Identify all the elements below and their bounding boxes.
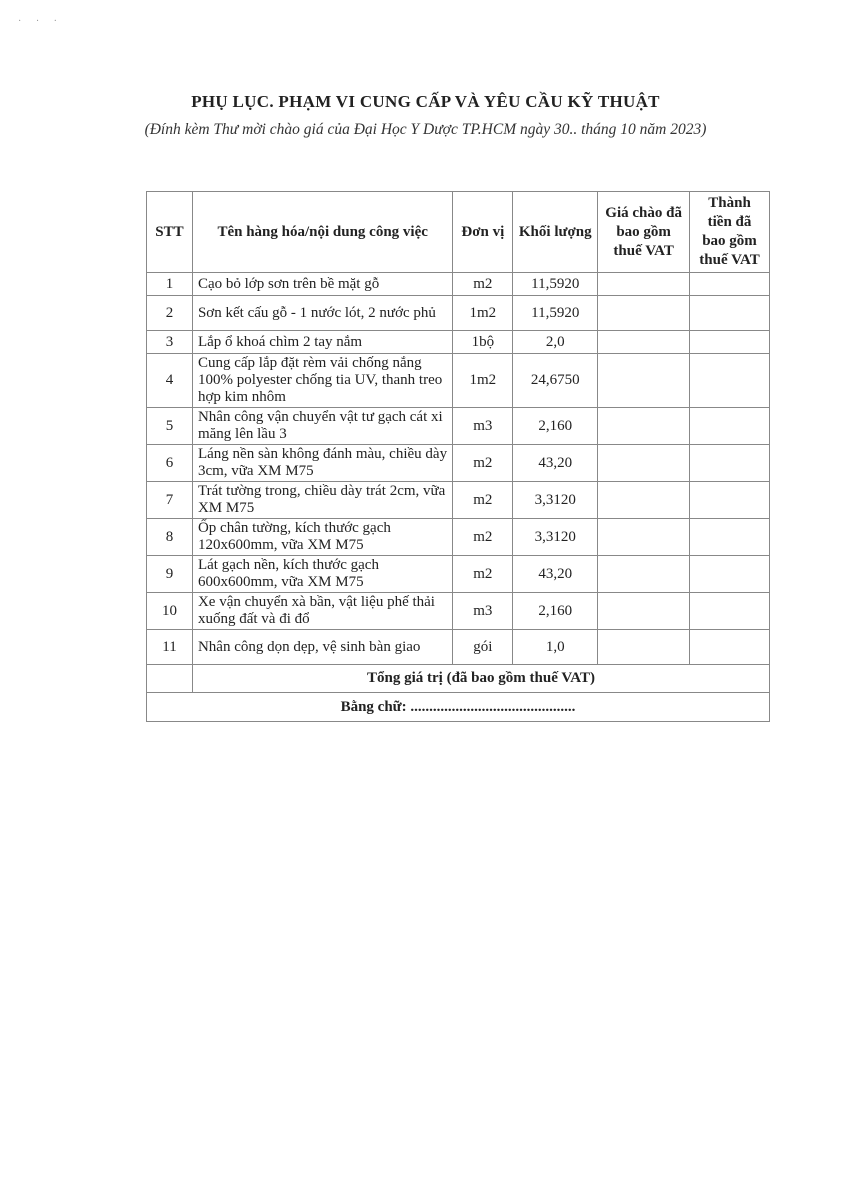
table-row (147, 482, 770, 519)
row-name: Lát gạch nền, kích thước gạch 600x600mm, vữa XM M75 (192, 556, 452, 593)
row-price (598, 354, 690, 408)
row-qty: 43,20 (513, 556, 598, 593)
scan-specks: · · · (18, 16, 63, 27)
table-row (147, 519, 770, 556)
row-stt: 1 (147, 273, 193, 296)
words-label: Bằng chữ: ............................................ (147, 693, 770, 722)
header-unit: Đơn vị (453, 192, 513, 273)
row-stt: 7 (147, 482, 193, 519)
table-row (147, 593, 770, 630)
row-unit: 1m2 (453, 296, 513, 331)
row-unit: m2 (453, 482, 513, 519)
row-total (690, 519, 770, 556)
row-unit: m2 (453, 519, 513, 556)
header-name-text: Tên hàng hóa/nội dung công việc (217, 223, 428, 240)
row-total (690, 556, 770, 593)
scope-table (146, 191, 770, 722)
row-stt: 11 (147, 630, 193, 665)
table-row (147, 556, 770, 593)
row-total (690, 354, 770, 408)
row-total (690, 273, 770, 296)
row-price (598, 445, 690, 482)
row-name: Nhân công vận chuyển vật tư gạch cát xi măng lên lầu 3 (192, 408, 452, 445)
row-stt: 6 (147, 445, 193, 482)
row-price (598, 296, 690, 331)
row-total (690, 445, 770, 482)
table-row (147, 630, 770, 665)
page-title: PHỤ LỤC. PHẠM VI CUNG CẤP VÀ YÊU CẦU KỸ THUẬT (191, 92, 660, 111)
table-row (147, 296, 770, 331)
row-total (690, 482, 770, 519)
row-unit: m2 (453, 273, 513, 296)
row-name: Trát tường trong, chiều dày trát 2cm, vữa XM M75 (192, 482, 452, 519)
row-qty: 24,6750 (513, 354, 598, 408)
header-price: Giá chào đã bao gồm thuế VAT (598, 192, 690, 273)
row-name: Xe vận chuyển xà bần, vật liệu phế thải xuống đất và đi đổ (192, 593, 452, 630)
row-price (598, 630, 690, 665)
row-price (598, 593, 690, 630)
row-name: Láng nền sàn không đánh màu, chiều dày 3cm, vữa XM M75 (192, 445, 452, 482)
row-qty: 3,3120 (513, 519, 598, 556)
row-stt: 5 (147, 408, 193, 445)
row-name: Ốp chân tường, kích thước gạch 120x600mm, vữa XM M75 (192, 519, 452, 556)
header-stt: STT (147, 192, 193, 273)
row-qty: 43,20 (513, 445, 598, 482)
row-unit: m3 (453, 408, 513, 445)
table-row (147, 445, 770, 482)
row-qty: 2,0 (513, 331, 598, 354)
table-header-row (147, 192, 770, 273)
row-unit: 1m2 (453, 354, 513, 408)
row-qty: 1,0 (513, 630, 598, 665)
row-stt: 4 (147, 354, 193, 408)
row-name: Lắp ổ khoá chìm 2 tay nắm (192, 331, 452, 354)
words-row (147, 693, 770, 722)
row-price (598, 331, 690, 354)
row-price (598, 408, 690, 445)
row-qty: 3,3120 (513, 482, 598, 519)
row-price (598, 519, 690, 556)
row-price (598, 482, 690, 519)
row-qty: 2,160 (513, 593, 598, 630)
header-qty: Khối lượng (513, 192, 598, 273)
page-subtitle: (Đính kèm Thư mời chào giá của Đại Học Y Dược TP.HCM ngày 30.. tháng 10 năm 2023) (144, 121, 707, 138)
row-name: Cạo bỏ lớp sơn trên bề mặt gỗ (192, 273, 452, 296)
row-unit: m2 (453, 445, 513, 482)
row-total (690, 331, 770, 354)
row-unit: 1bộ (453, 331, 513, 354)
table-row (147, 273, 770, 296)
row-price (598, 556, 690, 593)
row-total (690, 296, 770, 331)
row-name: Sơn kết cấu gỗ - 1 nước lót, 2 nước phủ (192, 296, 452, 331)
total-row-blank (147, 665, 193, 693)
row-qty: 11,5920 (513, 273, 598, 296)
row-qty: 11,5920 (513, 296, 598, 331)
table-row (147, 331, 770, 354)
row-unit: gói (453, 630, 513, 665)
total-label: Tổng giá trị (đã bao gồm thuế VAT) (192, 665, 769, 693)
row-stt: 9 (147, 556, 193, 593)
row-stt: 3 (147, 331, 193, 354)
row-stt: 2 (147, 296, 193, 331)
row-name: Nhân công dọn dẹp, vệ sinh bàn giao (192, 630, 452, 665)
row-qty: 2,160 (513, 408, 598, 445)
row-total (690, 408, 770, 445)
row-unit: m2 (453, 556, 513, 593)
row-price (598, 273, 690, 296)
total-row (147, 665, 770, 693)
row-name: Cung cấp lắp đặt rèm vải chống nắng 100% polyester chống tia UV, thanh treo hợp kim nhôm (192, 354, 452, 408)
header-name (192, 192, 452, 273)
table-row (147, 408, 770, 445)
row-total (690, 593, 770, 630)
header-total: Thành tiền đã bao gồm thuế VAT (690, 192, 770, 273)
table-row (147, 354, 770, 408)
row-unit: m3 (453, 593, 513, 630)
row-total (690, 630, 770, 665)
row-stt: 10 (147, 593, 193, 630)
row-stt: 8 (147, 519, 193, 556)
